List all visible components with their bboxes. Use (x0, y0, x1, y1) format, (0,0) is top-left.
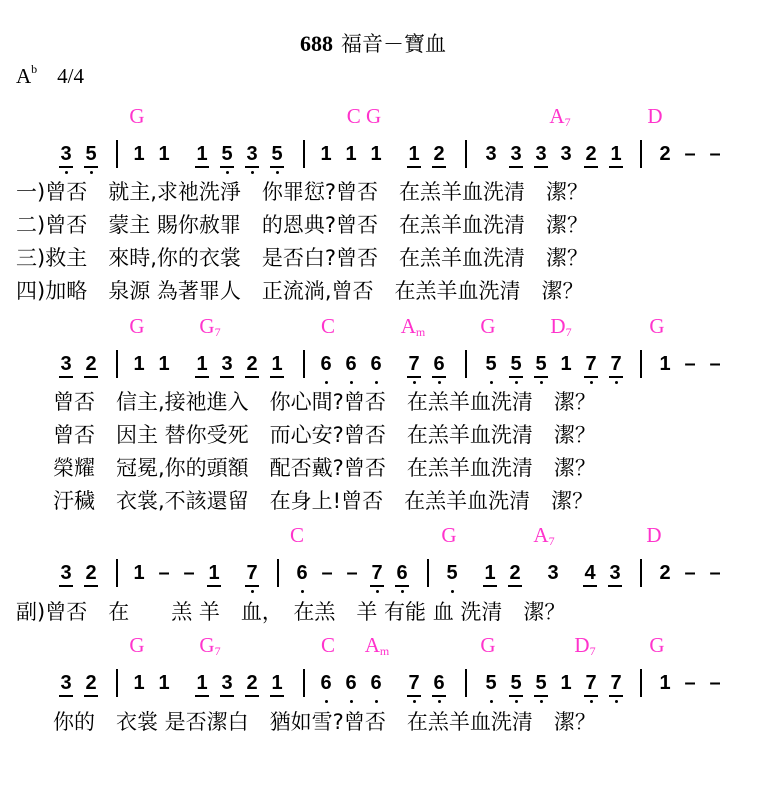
hymn-title (300, 28, 446, 58)
chord-quality: 7 (589, 644, 596, 658)
note: 2 (242, 672, 262, 694)
note: 1 (133, 672, 145, 694)
chord-root: A (364, 633, 380, 657)
key-signature (16, 64, 84, 89)
chord-symbol (480, 314, 495, 339)
note: 3 (217, 353, 237, 375)
note: 1 (133, 143, 145, 165)
note: 6 (429, 672, 449, 694)
note: 2 (581, 143, 601, 165)
key-accidental: b (31, 62, 38, 76)
key-letter: A (16, 64, 32, 88)
chord-root: D (646, 523, 662, 547)
chord-symbol (129, 104, 144, 129)
note: 3 (56, 562, 76, 584)
note: 3 (605, 562, 625, 584)
bar-line (116, 669, 118, 697)
chord-root: G (441, 523, 457, 547)
note: 2 (505, 562, 525, 584)
lyric-line: 三)救主 來時,你的衣裳 是否白?曾否 在羔羊血洗清 潔？ (16, 246, 589, 270)
note: 1 (158, 672, 170, 694)
bar-line (465, 140, 467, 168)
note: 3 (56, 353, 76, 375)
lyric-line: 你的 衣裳 是否潔白 猶如雪?曾否 在羔羊血洗清 潔？ (53, 710, 596, 734)
note: 5 (481, 353, 501, 375)
note: 3 (56, 672, 76, 694)
chord-quality: 7 (214, 325, 221, 339)
chord-symbol (649, 314, 664, 339)
note: 3 (485, 143, 497, 165)
chord-root: C (320, 314, 336, 338)
chord-root: G (480, 314, 496, 338)
sustain-dash: – (709, 143, 721, 165)
chord-symbol (290, 523, 304, 548)
note: 6 (341, 353, 361, 375)
note: 7 (404, 353, 424, 375)
sustain-dash: – (684, 353, 696, 375)
note: 7 (606, 353, 626, 375)
bar-line (277, 559, 279, 587)
note: 1 (158, 353, 170, 375)
note: 5 (81, 143, 101, 165)
chord-root: D (574, 633, 590, 657)
lyric-line: 四)加略 泉源 為著罪人 正流淌,曾否 在羔羊血洗清 潔？ (16, 279, 584, 303)
chord-root: G (649, 633, 665, 657)
note: 1 (267, 353, 287, 375)
chord-quality: 7 (548, 534, 555, 548)
sustain-dash: – (183, 562, 195, 584)
chord-root: C G (346, 104, 382, 128)
note: 1 (345, 143, 357, 165)
sustain-dash: – (158, 562, 170, 584)
lyric-line: 一)曾否 就主,求祂洗淨 你罪愆?曾否 在羔羊血洗清 潔？ (16, 180, 589, 204)
note: 7 (367, 562, 387, 584)
chord-symbol (533, 523, 554, 549)
note: 6 (292, 562, 312, 584)
chord-root: A (400, 314, 416, 338)
chord-symbol (649, 633, 664, 658)
chord-symbol (401, 314, 426, 340)
note: 3 (56, 143, 76, 165)
chord-quality: m (379, 644, 390, 658)
hymn-number: 688 (300, 31, 333, 56)
chord-quality: 7 (214, 644, 221, 658)
lyric-line: 榮耀 冠冕,你的頭額 配否戴?曾否 在羔羊血洗清 潔？ (53, 456, 596, 480)
note: 7 (242, 562, 262, 584)
sustain-dash: – (684, 143, 696, 165)
note: 1 (133, 562, 145, 584)
note: 6 (366, 353, 386, 375)
chord-symbol (199, 633, 220, 659)
chord-symbol (550, 314, 571, 340)
chord-symbol (365, 633, 390, 659)
note: 2 (81, 353, 101, 375)
note: 3 (506, 143, 526, 165)
chord-root: C (320, 633, 336, 657)
note: 1 (560, 353, 572, 375)
note: 7 (581, 353, 601, 375)
note: 3 (547, 562, 559, 584)
sustain-dash: – (709, 672, 721, 694)
bar-line (116, 350, 118, 378)
note: 3 (217, 672, 237, 694)
chord-symbol (441, 523, 456, 548)
chord-root: G (480, 633, 496, 657)
note: 1 (480, 562, 500, 584)
time-signature: 4/4 (57, 64, 85, 88)
note: 6 (316, 353, 336, 375)
note: 5 (531, 672, 551, 694)
chord-symbol (647, 104, 662, 129)
note: 3 (242, 143, 262, 165)
sustain-dash: – (346, 562, 358, 584)
bar-line (303, 140, 305, 168)
note: 4 (580, 562, 600, 584)
note: 6 (429, 353, 449, 375)
lyric-line: 汙穢 衣裳,不該還留 在身上!曾否 在羔羊血洗清 潔？ (53, 489, 594, 513)
note: 1 (404, 143, 424, 165)
chord-symbol (574, 633, 595, 659)
note: 1 (659, 353, 671, 375)
chord-root: A (549, 104, 565, 128)
chord-symbol (321, 314, 335, 339)
chord-root: G (129, 633, 145, 657)
note: 1 (370, 143, 382, 165)
note: 1 (560, 672, 572, 694)
sustain-dash: – (684, 562, 696, 584)
note: 7 (606, 672, 626, 694)
bar-line (640, 559, 642, 587)
chord-root: A (533, 523, 549, 547)
bar-line (640, 350, 642, 378)
note: 2 (81, 562, 101, 584)
note: 3 (531, 143, 551, 165)
note: 2 (242, 353, 262, 375)
bar-line (465, 669, 467, 697)
bar-line (116, 140, 118, 168)
note: 5 (506, 353, 526, 375)
chord-root: D (647, 104, 663, 128)
hymn-name: 福音－寶血 (341, 32, 446, 56)
sustain-dash: – (321, 562, 333, 584)
chord-root: G (129, 104, 145, 128)
chord-root: G (199, 314, 215, 338)
bar-line (640, 140, 642, 168)
note: 7 (581, 672, 601, 694)
sustain-dash: – (709, 562, 721, 584)
note: 1 (158, 143, 170, 165)
chord-symbol (129, 314, 144, 339)
chord-quality: 7 (565, 325, 572, 339)
note: 1 (267, 672, 287, 694)
chord-root: C (289, 523, 305, 547)
note: 1 (204, 562, 224, 584)
sustain-dash: – (709, 353, 721, 375)
note: 1 (192, 353, 212, 375)
chord-quality: 7 (564, 115, 571, 129)
note: 1 (192, 672, 212, 694)
bar-line (303, 350, 305, 378)
bar-line (465, 350, 467, 378)
lyric-line: 二)曾否 蒙主 賜你赦罪 的恩典?曾否 在羔羊血洗清 潔？ (16, 213, 589, 237)
chord-root: G (649, 314, 665, 338)
note: 6 (392, 562, 412, 584)
lyric-line: 曾否 因主 替你受死 而心安?曾否 在羔羊血洗清 潔？ (53, 423, 596, 447)
note: 5 (267, 143, 287, 165)
note: 1 (659, 672, 671, 694)
note: 2 (659, 562, 671, 584)
note: 5 (217, 143, 237, 165)
bar-line (427, 559, 429, 587)
note: 7 (404, 672, 424, 694)
bar-line (640, 669, 642, 697)
bar-line (116, 559, 118, 587)
note: 1 (133, 353, 145, 375)
sustain-dash: – (684, 672, 696, 694)
note: 3 (560, 143, 572, 165)
note: 2 (81, 672, 101, 694)
chord-symbol (480, 633, 495, 658)
note: 1 (606, 143, 626, 165)
note: 6 (316, 672, 336, 694)
note: 5 (506, 672, 526, 694)
lyric-line: 副)曾否 在 羔 羊 血， 在羔 羊 有能 血 洗清 潔？ (16, 600, 566, 624)
chord-symbol (549, 104, 570, 130)
chord-root: D (550, 314, 566, 338)
chord-symbol (199, 314, 220, 340)
note: 1 (320, 143, 332, 165)
lyric-line: 曾否 信主,接祂進入 你心間?曾否 在羔羊血洗清 潔？ (53, 390, 596, 414)
note: 2 (659, 143, 671, 165)
note: 5 (481, 672, 501, 694)
bar-line (303, 669, 305, 697)
chord-root: G (199, 633, 215, 657)
note: 6 (341, 672, 361, 694)
chord-root: G (129, 314, 145, 338)
note: 1 (192, 143, 212, 165)
note: 6 (366, 672, 386, 694)
chord-symbol (347, 104, 381, 129)
chord-quality: m (415, 325, 426, 339)
chord-symbol (321, 633, 335, 658)
note: 5 (442, 562, 462, 584)
note: 2 (429, 143, 449, 165)
chord-symbol (646, 523, 661, 548)
note: 5 (531, 353, 551, 375)
chord-symbol (129, 633, 144, 658)
